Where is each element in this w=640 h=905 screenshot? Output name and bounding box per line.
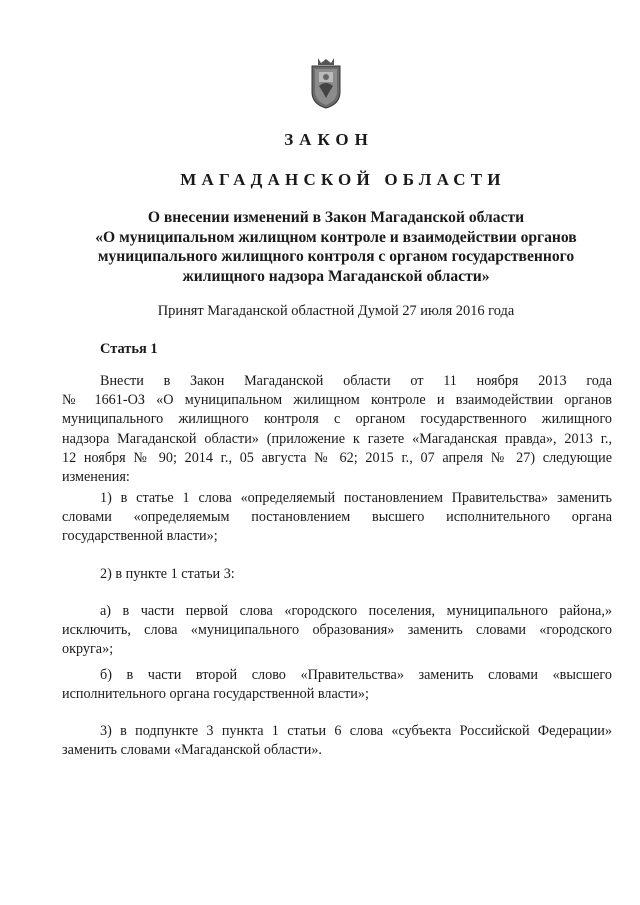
magadan-coat-of-arms-icon	[309, 56, 343, 110]
text-line: Внести в Закон Магаданской области от 11 ноября 2013 года	[100, 373, 612, 389]
paragraph-item-1	[62, 489, 612, 547]
subject-line: жилищного надзора Магаданской области»	[182, 267, 490, 285]
paragraph-item-2	[62, 565, 612, 584]
text-line: заменить словами «Магаданской области».	[62, 742, 322, 759]
article-heading: Статья 1	[100, 341, 158, 357]
law-title: ЗАКОН	[284, 130, 374, 149]
text-line: изменения:	[62, 469, 130, 486]
text-line: а) в части первой слова «городского поселения, муниципального района,»	[100, 603, 612, 619]
adoption-note: Принят Магаданской областной Думой 27 июля 2016 года	[157, 303, 515, 319]
paragraph-intro	[62, 372, 612, 487]
text-line: № 1661-ОЗ «О муниципальном жилищном контроле и взаимодействии органов	[62, 392, 612, 409]
text-line: муниципального жилищного контроля с органом государственного жилищного	[62, 411, 612, 428]
paragraph-item-2a	[62, 602, 612, 660]
text-line: 3) в подпункте 3 пункта 1 статьи 6 слова «субъекта Российской Федерации»	[100, 723, 612, 739]
subject-line: О внесении изменений в Закон Магаданской области	[147, 209, 525, 226]
region-title: МАГАДАНСКОЙ ОБЛАСТИ	[180, 170, 506, 189]
text-line: государственной власти»;	[62, 528, 218, 545]
subject-line: «О муниципальном жилищном контроле и взаимодействии органов	[95, 228, 577, 246]
text-line: 12 ноября № 90; 2014 г., 05 августа № 62; 2015 г., 07 апреля № 27) следующие	[62, 449, 612, 466]
text-line: 2) в пункте 1 статьи 3:	[100, 566, 235, 582]
paragraph-item-3	[62, 722, 612, 760]
text-line: надзора Магаданской области» (приложение к газете «Магаданская правда», 2013 г.,	[62, 430, 612, 447]
text-line: исполнительного органа государственной власти»;	[62, 686, 369, 703]
law-subject-heading	[60, 208, 612, 286]
subject-line: муниципального жилищного контроля с органом государственного	[97, 248, 575, 265]
text-line: 1) в статье 1 слова «определяемый постановлением Правительства» заменить	[100, 490, 612, 506]
paragraph-item-2b	[62, 666, 612, 704]
text-line: исключить, слова «муниципального образования» заменить словами «городского	[62, 622, 612, 639]
text-line: словами «определяемым постановлением высшего исполнительного органа	[62, 509, 612, 526]
text-line: округа»;	[62, 641, 114, 658]
text-line: б) в части второй слово «Правительства» заменить словами «высшего	[100, 667, 612, 683]
